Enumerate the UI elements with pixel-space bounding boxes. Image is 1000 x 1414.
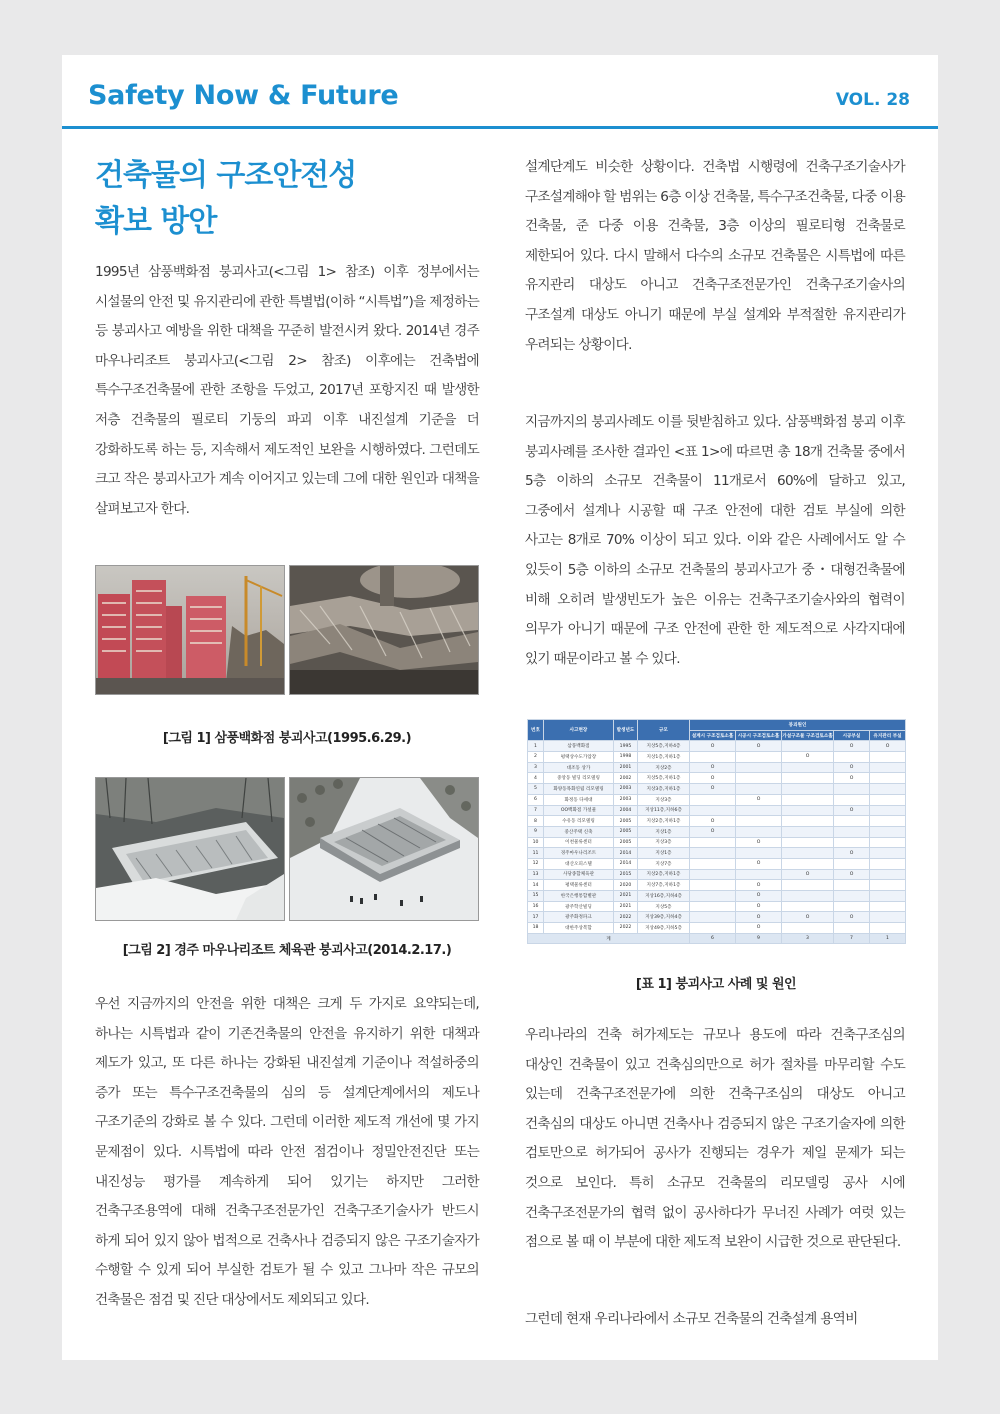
cell-poor-maintenance <box>870 869 906 880</box>
cell-temporary-structure <box>782 901 834 912</box>
cell-design-review <box>690 752 736 763</box>
headline-line-2: 확보 방안 <box>95 204 217 239</box>
cell-name: 경주마우나리조트 <box>544 848 614 859</box>
cell-name: 대산오피스텔 <box>544 858 614 869</box>
header-rule <box>62 126 938 129</box>
right-top-paragraph-block <box>525 153 905 360</box>
cell-no: 17 <box>528 912 544 923</box>
cell-construction-review <box>736 826 782 837</box>
document-page <box>62 55 938 1360</box>
article-headline <box>95 153 479 245</box>
cell-name: 대조동 상가 <box>544 762 614 773</box>
right-top-paragraph: 설계단계도 비슷한 상황이다. 건축법 시행령에 건축구조기술사가 구조설계해야 할 범위는 6층 이상 건축물, 특수구조건축물, 다중 이용 건축물, 준 다중 이용 건축물, 3층 이상의 필로티형 건축물로 제한되어 있다. 다시 말해서 다수의 소규모 건축물은 시특법에 따른 유지관리 대상도 아니고 건축구조전문가인 건축구조기술사의 구조설계 대상도 아니기 때문에 부실 설계와 부적절한 유지관리가 우려되는 상황이다. <box>525 159 905 353</box>
cell-poor-maintenance <box>870 762 906 773</box>
cell-year: 2005 <box>614 837 638 848</box>
cell-temporary-structure <box>782 816 834 827</box>
cell-name: 화양동목화연립 리모델링 <box>544 784 614 795</box>
cell-construction-review <box>736 773 782 784</box>
headline-line-1: 건축물의 구조안전성 <box>95 158 357 193</box>
cell-construction-review: O <box>736 794 782 805</box>
cell-poor-maintenance <box>870 794 906 805</box>
cell-design-review <box>690 891 736 902</box>
figure-2-caption: [그림 2] 경주 마우나리조트 체육관 붕괴사고(2014.2.17.) <box>122 943 452 958</box>
cell-no: 15 <box>528 891 544 902</box>
cell-name: 중앙동 빌딩 리모델링 <box>544 773 614 784</box>
table-row <box>528 869 906 880</box>
cell-year: 2004 <box>614 805 638 816</box>
cell-construction-review: O <box>736 858 782 869</box>
cell-scale: 지상11층,지하6층 <box>638 805 690 816</box>
cell-construction-review <box>736 762 782 773</box>
cell-year: 2003 <box>614 794 638 805</box>
cell-poor-maintenance <box>870 858 906 869</box>
cell-no: 13 <box>528 869 544 880</box>
cell-temporary-structure <box>782 773 834 784</box>
cell-construction-review <box>736 784 782 795</box>
cell-design-review: O <box>690 784 736 795</box>
cell-scale: 지상5층,지하4층 <box>638 741 690 752</box>
cell-name: 한국은행통합별관 <box>544 891 614 902</box>
table-row <box>528 805 906 816</box>
cell-scale: 지상3층 <box>638 837 690 848</box>
cell-scale: 지상5층 <box>638 901 690 912</box>
cell-poor-construction <box>834 816 870 827</box>
col-header-temporary-structure: 가설구조물 구조검토소홀 <box>782 730 834 741</box>
cell-no: 16 <box>528 901 544 912</box>
cell-no: 14 <box>528 880 544 891</box>
cell-scale: 지상7층,지하1층 <box>638 880 690 891</box>
cell-poor-maintenance <box>870 773 906 784</box>
cell-construction-review: O <box>736 912 782 923</box>
cell-scale: 지상1층,지하1층 <box>638 752 690 763</box>
cell-poor-maintenance <box>870 912 906 923</box>
cell-design-review <box>690 923 736 934</box>
cell-scale: 지상16층,지하4층 <box>638 891 690 902</box>
cell-temporary-structure <box>782 741 834 752</box>
cell-poor-construction <box>834 891 870 902</box>
cell-no: 8 <box>528 816 544 827</box>
cell-poor-maintenance <box>870 752 906 763</box>
cell-scale: 지상3층,지하1층 <box>638 784 690 795</box>
cell-design-review <box>690 837 736 848</box>
cell-scale: 지상2층,지하1층 <box>638 816 690 827</box>
cell-temporary-structure <box>782 880 834 891</box>
figure-2-photos <box>95 777 479 921</box>
cell-poor-construction: O <box>834 912 870 923</box>
cell-year: 2022 <box>614 923 638 934</box>
table-row <box>528 837 906 848</box>
page-header <box>62 55 938 128</box>
total-label: 계 <box>528 933 690 944</box>
col-header-poor-maintenance: 유지관리 부실 <box>870 730 906 741</box>
cell-no: 9 <box>528 826 544 837</box>
cell-scale: 지상39층,지하4층 <box>638 912 690 923</box>
collapsed-interior-photo <box>289 565 479 695</box>
col-group-header-cause: 붕괴원인 <box>690 720 906 731</box>
total-count: 7 <box>834 933 870 944</box>
volume-label: VOL. 28 <box>835 90 910 110</box>
cell-poor-construction <box>834 752 870 763</box>
cell-poor-maintenance <box>870 901 906 912</box>
cell-design-review <box>690 901 736 912</box>
cell-year: 1995 <box>614 741 638 752</box>
total-count: 9 <box>736 933 782 944</box>
table-1 <box>527 719 905 944</box>
cell-year: 2020 <box>614 880 638 891</box>
cell-scale: 지상5층,지하1층 <box>638 773 690 784</box>
table-row <box>528 912 906 923</box>
table-row <box>528 762 906 773</box>
cell-construction-review <box>736 752 782 763</box>
cell-temporary-structure <box>782 848 834 859</box>
col-header-poor-construction: 시공부실 <box>834 730 870 741</box>
cell-poor-construction <box>834 923 870 934</box>
cell-name: 삼풍백화점 <box>544 741 614 752</box>
table-row <box>528 923 906 934</box>
col-header-name: 사고현장 <box>544 720 614 741</box>
cell-design-review <box>690 880 736 891</box>
cell-year: 2003 <box>614 784 638 795</box>
right-final-paragraph-block <box>525 1305 905 1335</box>
cell-poor-maintenance <box>870 784 906 795</box>
cell-year: 2014 <box>614 848 638 859</box>
right-mid-paragraph-block <box>525 408 905 674</box>
total-count: 3 <box>782 933 834 944</box>
cell-name: 광주학산빌딩 <box>544 901 614 912</box>
magazine-title: Safety Now & Future <box>88 80 399 111</box>
cell-design-review <box>690 794 736 805</box>
cell-poor-maintenance <box>870 826 906 837</box>
cell-name: 화정동 다세대 <box>544 794 614 805</box>
gym-collapse-aerial-photo <box>289 777 479 921</box>
cell-design-review <box>690 858 736 869</box>
cell-temporary-structure <box>782 762 834 773</box>
cell-poor-construction <box>834 794 870 805</box>
cell-poor-maintenance: O <box>870 741 906 752</box>
cell-no: 5 <box>528 784 544 795</box>
cell-no: 6 <box>528 794 544 805</box>
cell-poor-maintenance <box>870 805 906 816</box>
cell-temporary-structure: O <box>782 752 834 763</box>
cell-poor-maintenance <box>870 837 906 848</box>
cell-construction-review: O <box>736 880 782 891</box>
cell-temporary-structure <box>782 923 834 934</box>
cell-construction-review <box>736 805 782 816</box>
cell-year: 2002 <box>614 773 638 784</box>
table-row <box>528 858 906 869</box>
col-header-year: 발생년도 <box>614 720 638 741</box>
table-row <box>528 880 906 891</box>
cell-construction-review: O <box>736 891 782 902</box>
cell-construction-review: O <box>736 741 782 752</box>
cell-name: 이천물류센터 <box>544 837 614 848</box>
cell-scale: 지상1층 <box>638 848 690 859</box>
total-count: 6 <box>690 933 736 944</box>
table-body <box>528 741 906 944</box>
cell-poor-maintenance <box>870 816 906 827</box>
cell-no: 7 <box>528 805 544 816</box>
cell-design-review: O <box>690 816 736 827</box>
cell-temporary-structure: O <box>782 869 834 880</box>
table-row <box>528 891 906 902</box>
cell-design-review <box>690 805 736 816</box>
cell-name: 중산주택 신축 <box>544 826 614 837</box>
cell-temporary-structure <box>782 784 834 795</box>
cell-construction-review <box>736 816 782 827</box>
cell-poor-construction: O <box>834 773 870 784</box>
cell-poor-maintenance <box>870 880 906 891</box>
cell-year: 2014 <box>614 858 638 869</box>
table-row <box>528 848 906 859</box>
intro-paragraph-block <box>95 258 479 524</box>
table-1-caption: [표 1] 붕괴사고 사례 및 원인 <box>635 977 797 992</box>
cell-temporary-structure: O <box>782 912 834 923</box>
cell-no: 4 <box>528 773 544 784</box>
sampoong-building-photo <box>95 565 285 695</box>
col-header-no: 번호 <box>528 720 544 741</box>
table-row <box>528 741 906 752</box>
cell-construction-review: O <box>736 837 782 848</box>
cell-design-review: O <box>690 741 736 752</box>
cell-no: 1 <box>528 741 544 752</box>
cell-temporary-structure <box>782 891 834 902</box>
cell-name: 대한주상복합 <box>544 923 614 934</box>
cell-no: 2 <box>528 752 544 763</box>
cell-design-review: O <box>690 762 736 773</box>
cell-year: 2021 <box>614 891 638 902</box>
cell-year: 2001 <box>614 762 638 773</box>
cell-construction-review: O <box>736 901 782 912</box>
table-row <box>528 901 906 912</box>
cell-name: 광주화정파크 <box>544 912 614 923</box>
cell-poor-construction <box>834 784 870 795</box>
cell-scale: 지상2층 <box>638 762 690 773</box>
cell-construction-review <box>736 848 782 859</box>
cell-no: 11 <box>528 848 544 859</box>
table-row <box>528 752 906 763</box>
right-bottom-paragraph-2: 그런데 현재 우리나라에서 소규모 건축물의 건축설계 용역비 <box>525 1311 858 1327</box>
table-total-row <box>528 933 906 944</box>
table-row <box>528 773 906 784</box>
cell-poor-construction: O <box>834 741 870 752</box>
cell-temporary-structure <box>782 858 834 869</box>
cell-temporary-structure <box>782 805 834 816</box>
figure-1-caption: [그림 1] 삼풍백화점 붕괴사고(1995.6.29.) <box>162 731 412 746</box>
cell-no: 12 <box>528 858 544 869</box>
cell-name: 사당종합체육관 <box>544 869 614 880</box>
cell-no: 3 <box>528 762 544 773</box>
cell-year: 2021 <box>614 901 638 912</box>
cell-year: 2005 <box>614 826 638 837</box>
cell-poor-construction: O <box>834 848 870 859</box>
cell-name: 평택물류센터 <box>544 880 614 891</box>
cell-name: OO백화점 가설물 <box>544 805 614 816</box>
cell-year: 2022 <box>614 912 638 923</box>
cell-design-review <box>690 912 736 923</box>
cell-poor-construction <box>834 826 870 837</box>
table-row <box>528 826 906 837</box>
cell-construction-review: O <box>736 923 782 934</box>
gym-collapse-snow-photo <box>95 777 285 921</box>
cell-design-review <box>690 869 736 880</box>
col-header-design-review: 설계시 구조검토소홀 <box>690 730 736 741</box>
cell-design-review: O <box>690 773 736 784</box>
cell-no: 18 <box>528 923 544 934</box>
cell-year: 1998 <box>614 752 638 763</box>
figure-1-photos <box>95 565 479 695</box>
total-count: 1 <box>870 933 906 944</box>
cell-design-review: O <box>690 826 736 837</box>
cell-construction-review <box>736 869 782 880</box>
cell-scale: 지상2층,지하1층 <box>638 869 690 880</box>
table-row <box>528 784 906 795</box>
cell-year: 2015 <box>614 869 638 880</box>
cell-design-review <box>690 848 736 859</box>
col-header-construction-review: 시공시 구조검토소홀 <box>736 730 782 741</box>
right-bottom-paragraph-1: 우리나라의 건축 허가제도는 규모나 용도에 따라 건축구조심의 대상인 건축물이 있고 건축심의만으로 허가 절차를 마무리할 수도 있는데 건축구조전문가에 의한 건축구조심의 대상도 아니고 건축심의 대상도 아니면 건축사나 검증되지 않은 구조기술자에 의한 검토만으로 허가되어 공사가 진행되는 경우가 제일 문제가 되는 것으로 보인다. 특히 소규모 건축물의 리모델링 공사 시에 건축구조전문가의 협력 없이 공사하다가 무너진 사례가 여럿 있는 점으로 볼 때 이 부분에 대한 제도적 보완이 시급한 것으로 판단된다. <box>525 1027 905 1251</box>
cell-name: 평택상수도가압장 <box>544 752 614 763</box>
cell-scale: 지상49층,지하5층 <box>638 923 690 934</box>
cell-poor-maintenance <box>870 891 906 902</box>
left-bottom-paragraph-block <box>95 990 479 1316</box>
cell-poor-maintenance <box>870 923 906 934</box>
table-row <box>528 816 906 827</box>
cell-name: 수유동 리모델링 <box>544 816 614 827</box>
cell-poor-maintenance <box>870 848 906 859</box>
cell-poor-construction: O <box>834 869 870 880</box>
cell-scale: 지상7층 <box>638 858 690 869</box>
cell-poor-construction: O <box>834 805 870 816</box>
collapse-cases-table <box>527 719 906 944</box>
cell-poor-construction: O <box>834 762 870 773</box>
right-mid-paragraph: 지금까지의 붕괴사례도 이를 뒷받침하고 있다. 삼풍백화점 붕괴 이후 붕괴사례를 조사한 결과인 <표 1>에 따르면 총 18개 건축물 중에서 5층 이하의 소규모 건축물이 11개로서 60%에 달하고 있고, 그중에서 설계나 시공할 때 구조 안전에 대한 검토 부실에 의한 사고는 8개로 70% 이상이 되고 있다. 이와 같은 사례에서도 알 수 있듯이 5층 이하의 소규모 건축물의 붕괴사고가 중・대형건축물에 비해 오히려 발생빈도가 높은 이유는 건축구조기술사와의 협력이 의무가 아니기 때문에 구조 안전에 관한 한 제도적으로 사각지대에 있기 때문이라고 볼 수 있다. <box>525 414 905 667</box>
cell-year: 2005 <box>614 816 638 827</box>
cell-scale: 지상3층 <box>638 794 690 805</box>
intro-paragraph: 1995년 삼풍백화점 붕괴사고(<그림 1> 참조) 이후 정부에서는 시설물의 안전 및 유지관리에 관한 특별법(이하 “시특법”)을 제정하는 등 붕괴사고 예방을 위한 대책을 꾸준히 발전시켜 왔다. 2014년 경주 마우나리조트 붕괴사고(<그림 2> 참조) 이후에는 건축법에 특수구조건축물에 관한 조항을 두었고, 2017년 포항지진 때 발생한 저층 건축물의 필로티 기둥의 파괴 이후 내진설계 기준을 더 강화하도록 하는 등, 지속해서 제도적인 보완을 시행하였다. 그런데도 크고 작은 붕괴사고가 계속 이어지고 있는데 그에 대한 원인과 대책을 살펴보고자 한다. <box>95 264 479 517</box>
cell-poor-construction <box>834 858 870 869</box>
left-bottom-paragraph: 우선 지금까지의 안전을 위한 대책은 크게 두 가지로 요약되는데, 하나는 시특법과 같이 기존건축물의 안전을 유지하기 위한 대책과 제도가 있고, 또 다른 하나는 강화된 내진설계 기준이나 적설하중의 증가 또는 특수구조건축물의 심의 등 설계단계에서의 제도나 구조기준의 강화로 볼 수 있다. 그런데 이러한 제도적 개선에 몇 가지 문제점이 있다. 시특법에 따라 안전 점검이나 정밀안전진단 또는 내진성능 평가를 계속하게 되어 있기는 하지만 그러한 건축구조용역에 대해 건축구조전문가인 건축구조기술사가 반드시 하게 되어 있지 않아 법적으로 건축사나 검증되지 않은 구조기술자가 수행할 수 있게 되어 부실한 검토가 될 수 있고 그나마 작은 규모의 건축물은 점검 및 진단 대상에서도 제외되고 있다. <box>95 996 479 1308</box>
col-header-scale: 규모 <box>638 720 690 741</box>
cell-temporary-structure <box>782 826 834 837</box>
table-row <box>528 794 906 805</box>
cell-poor-construction <box>834 880 870 891</box>
cell-poor-construction <box>834 901 870 912</box>
cell-no: 10 <box>528 837 544 848</box>
cell-temporary-structure <box>782 837 834 848</box>
cell-poor-construction <box>834 837 870 848</box>
cell-scale: 지상1층 <box>638 826 690 837</box>
cell-temporary-structure <box>782 794 834 805</box>
right-bottom-paragraph-block <box>525 1021 905 1258</box>
